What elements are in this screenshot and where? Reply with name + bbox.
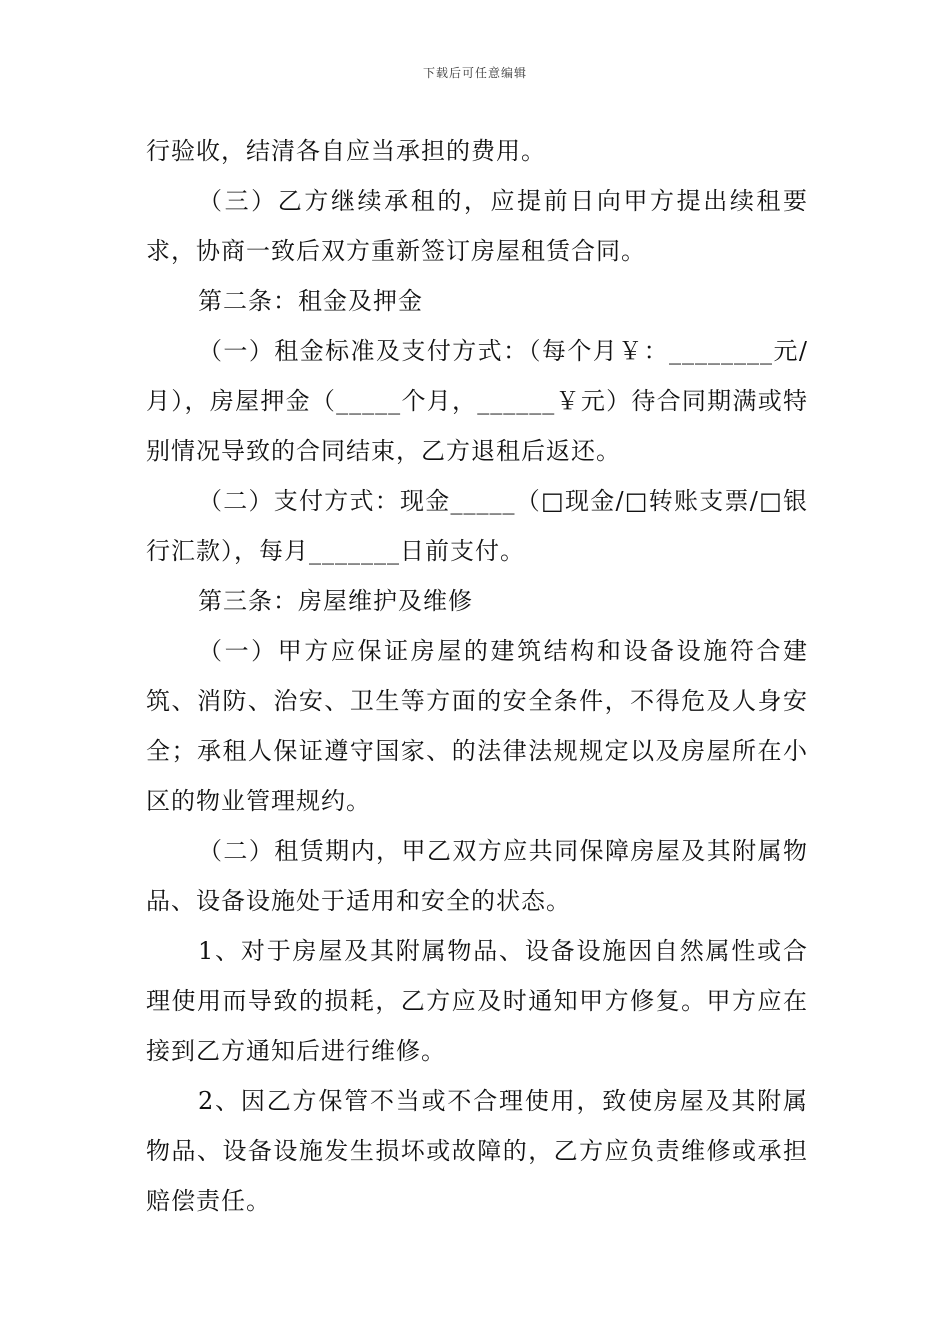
page-header: 下载后可任意编辑 [422, 66, 527, 80]
paragraph-continuation: 行验收，结清各自应当承担的费用。 [146, 137, 546, 165]
paragraph-tenant-damage: 2、因乙方保管不当或不合理使用，致使房屋及其附属物品、设备设施发生损坏或故障的，乙方应负责维修或承担赔偿责任。 [146, 1087, 808, 1215]
section-heading-rent-deposit: 第二条：租金及押金 [198, 287, 423, 315]
paragraph-natural-wear: 1、对于房屋及其附属物品、设备设施因自然属性或合理使用而导致的损耗，乙方应及时通知甲方修复。甲方应在接到乙方通知后进行维修。 [146, 937, 808, 1065]
paragraph-landlord-safety: （一）甲方应保证房屋的建筑结构和设备设施符合建筑、消防、治安、卫生等方面的安全条件，不得危及人身安全；承租人保证遵守国家、的法律法规规定以及房屋所在小区的物业管理规约。 [146, 637, 808, 815]
paragraph-renewal-clause: （三）乙方继续承租的，应提前日向甲方提出续租要求，协商一致后双方重新签订房屋租赁合同。 [146, 187, 808, 265]
paragraph-rent-standard: （一）租金标准及支付方式：（每个月￥：________元/月），房屋押金（_____个月，______￥元）待合同期满或特别情况导致的合同结束，乙方退租后返还。 [146, 337, 808, 465]
paragraph-joint-maintenance: （二）租赁期内，甲乙双方应共同保障房屋及其附属物品、设备设施处于适用和安全的状态。 [146, 837, 808, 915]
paragraph-payment-method: （二）支付方式：现金_____（□现金/□转账支票/□银行汇款），每月_______日前支付。 [146, 487, 808, 565]
section-heading-maintenance: 第三条：房屋维护及维修 [198, 587, 473, 615]
document-body [146, 126, 808, 1226]
